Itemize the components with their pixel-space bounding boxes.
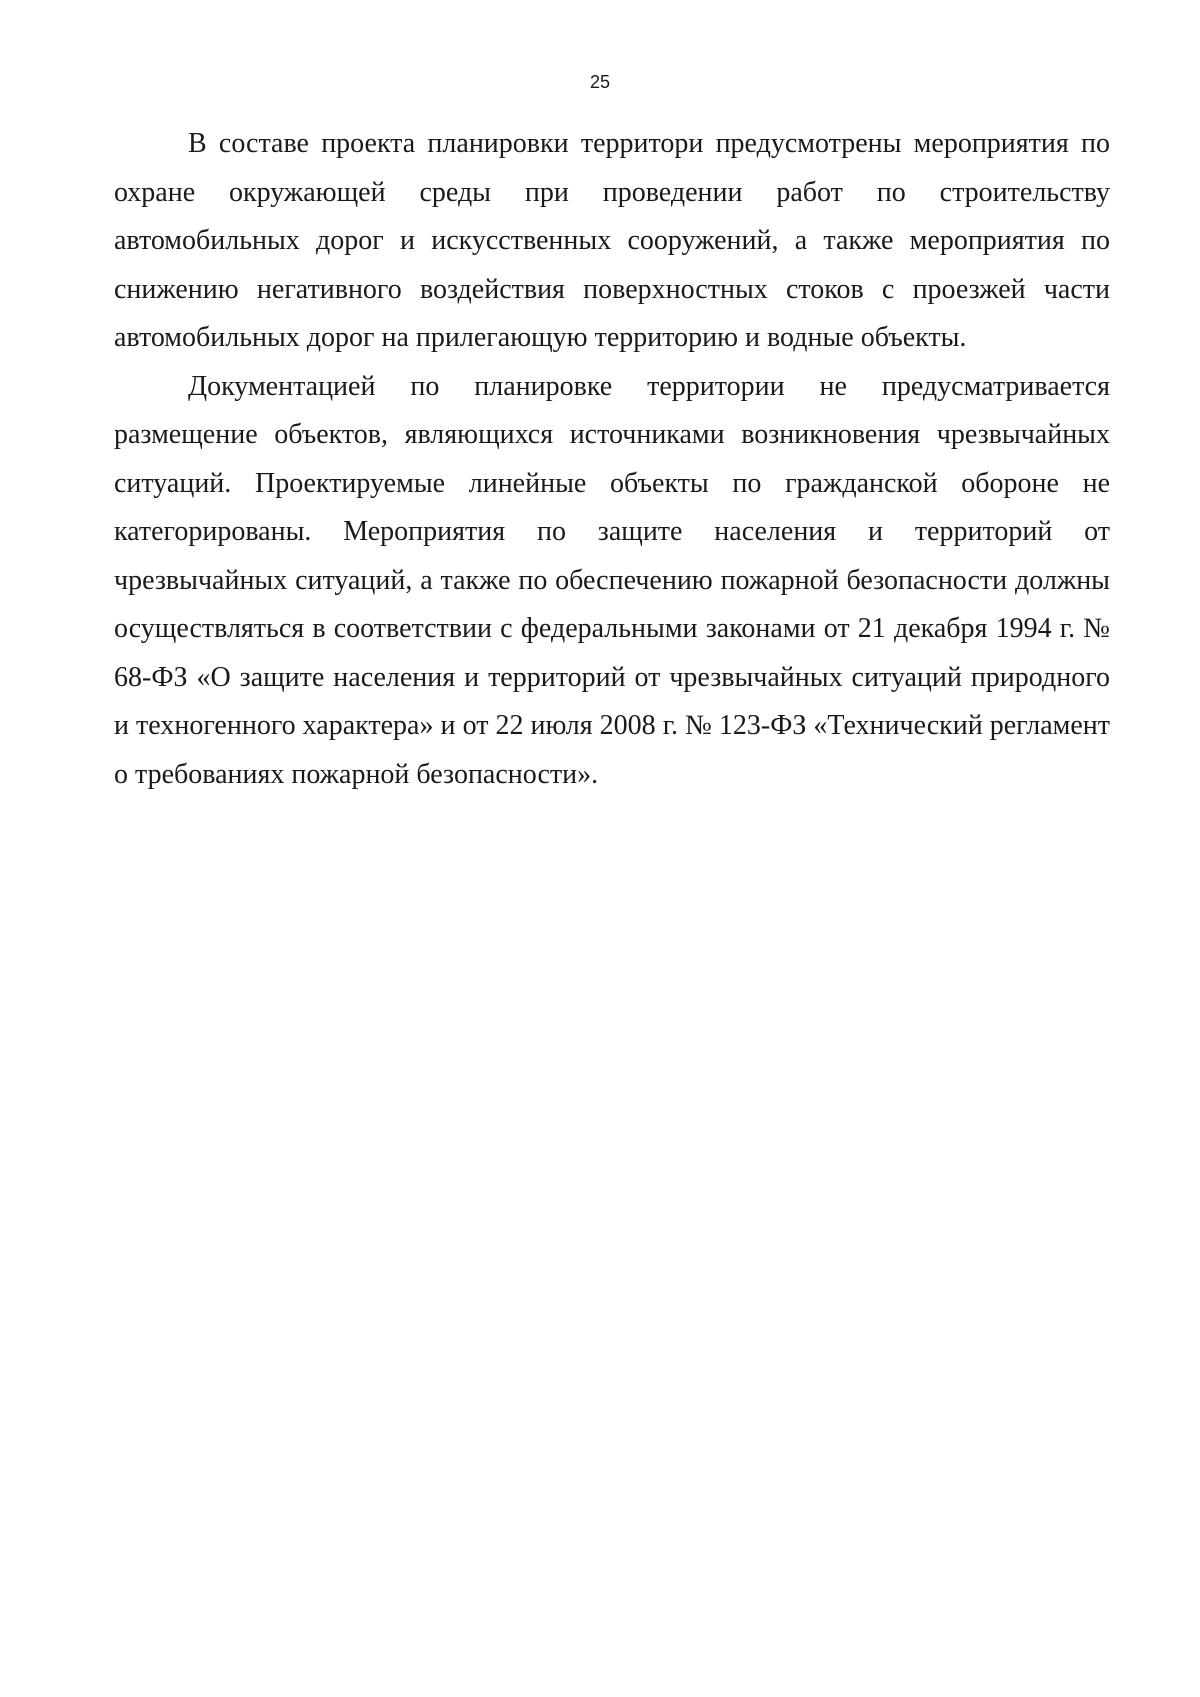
paragraph-emergency-measures: Документацией по планировке территории не предусматривается размещение объектов, являющихся источниками возникновения чрезвычайных ситуаций. Проектируемые линейные объекты по гражданской обороне не категорированы. Мероприятия по защите населения и территорий от чрезвычайных ситуаций, а также по обеспечению пожарной безопасности должны осуществляться в соответствии с федеральными законами от 21 декабря 1994 г. № 68-ФЗ «О защите населения и территорий от чрезвычайных ситуаций природного и техногенного характера» и от 22 июля 2008 г. № 123-ФЗ «Технический регламент о требованиях пожарной безопасности». [114,370,1110,790]
paragraph-environmental-measures: В составе проекта планировки территори предусмотрены мероприятия по охране окружающей среды при проведении работ по строительству автомобильных дорог и искусственных сооружений, а также мероприятия по снижению негативного воздействия поверхностных стоков с проезжей части автомобильных дорог на прилегающую территорию и водные объекты. [114,128,1110,353]
page-number: 25 [589,72,611,92]
body-text [114,120,1110,799]
